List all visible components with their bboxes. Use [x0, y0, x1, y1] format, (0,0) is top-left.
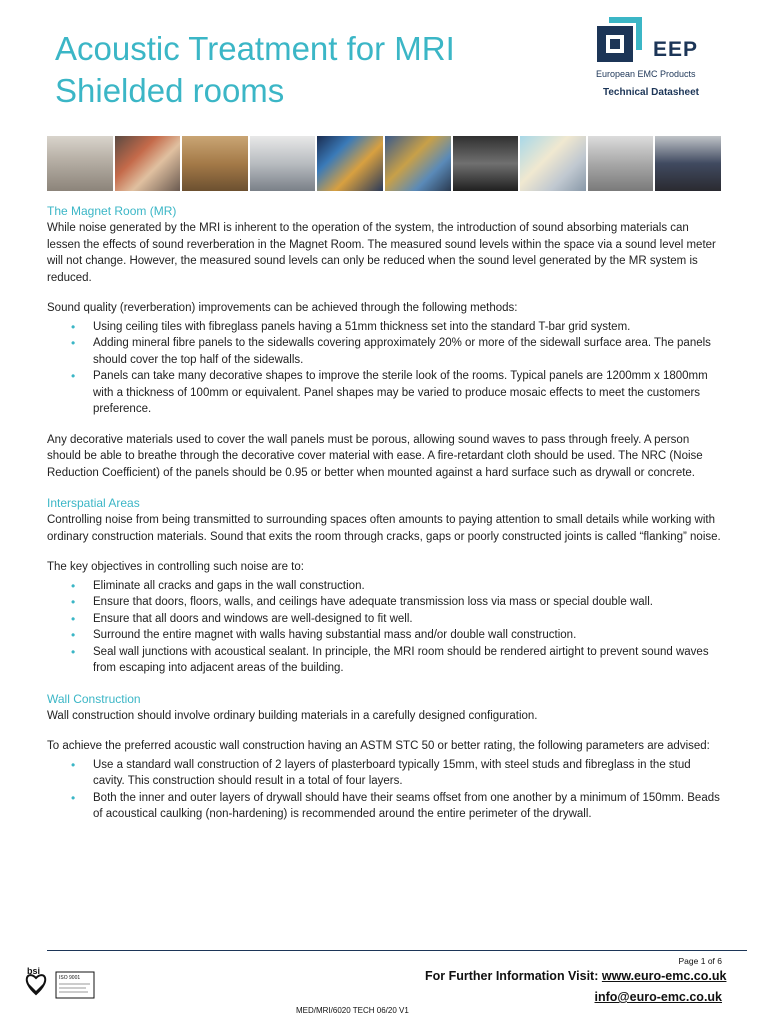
section-heading-wall-construction: Wall Construction	[47, 691, 141, 706]
footer-divider	[47, 950, 747, 951]
list-item: • Surround the entire magnet with walls having substantial mass and/or double wall construction.	[47, 627, 723, 644]
website-link[interactable]: www.euro-emc.co.uk	[601, 969, 727, 983]
list-item: • Ensure that all doors and windows are well-designed to fit well.	[47, 611, 723, 628]
paragraph: Any decorative materials used to cover the wall panels must be porous, allowing sound waves to pass through freely. A person should be able to breathe through the decorative cover material with ease. A fire-retardant cloth should be used. The NRC (Noise Reduction Coefficient) of the panels should be 0.95 or better when mounted against a hard surface such as drywall or concrete.	[47, 433, 703, 479]
logo-text: EEP	[653, 38, 699, 61]
banner-photo-lights	[115, 136, 181, 191]
banner-photo-equipment	[250, 136, 316, 191]
iso-text: ISO 9001	[59, 975, 81, 981]
banner-photo-worker	[655, 136, 721, 191]
bullet-list	[47, 757, 723, 823]
paragraph: While noise generated by the MRI is inherent to the operation of the system, the introduction of sound absorbing materials can lessen the effects of sound reverberation in the Magnet Room. The measured sound levels within the space via a sound level meter will not change. However, the measured sound levels can only be reduced when the sound level generated by the MR system is reduced.	[47, 222, 716, 284]
paragraph: Sound quality (reverberation) improvements can be achieved through the following methods:	[47, 302, 518, 314]
banner-photo-panels	[385, 136, 451, 191]
bsi-certification-logo	[18, 964, 98, 1006]
logo-subtitle: European EMC Products	[596, 69, 696, 79]
list-item: • Ensure that doors, floors, walls, and ceilings have adequate transmission loss via mass or special double wall.	[47, 594, 723, 611]
bsi-text: bsi	[27, 966, 41, 976]
further-info	[425, 969, 726, 983]
paragraph: The key objectives in controlling such noise are to:	[47, 561, 304, 573]
banner-photo-mri-room	[47, 136, 113, 191]
list-item: • Panels can take many decorative shapes to improve the sterile look of the rooms. Typical panels are 1200mm x 1800mm with a thickness of 100mm or equivalent. Panel shapes may be varied to produce mosaic effects to meet the customers preference.	[47, 368, 723, 418]
banner-photo-screens	[317, 136, 383, 191]
paragraph: Controlling noise from being transmitted to surrounding spaces often amounts to paying attention to small details while working with ordinary construction materials. Sound that exits the room through cracks, gaps or poorly constructed joints is called “flanking” noise.	[47, 514, 721, 543]
banner-photo-ceiling	[520, 136, 586, 191]
list-item: • Seal wall junctions with acoustical sealant. In principle, the MRI room should be rendered airtight to prevent sound waves from escaping into adjacent areas of the building.	[47, 644, 723, 677]
photo-banner	[47, 136, 721, 191]
list-item: • Adding mineral fibre panels to the sidewalls covering approximately 20% or more of the sidewall surface area. The panels should cover the top half of the sidewalls.	[47, 335, 723, 368]
banner-photo-cables	[453, 136, 519, 191]
eep-logo-mark-icon	[595, 12, 647, 64]
bullet-list	[47, 578, 723, 677]
bullet-list	[47, 319, 723, 418]
visit-label: For Further Information Visit:	[425, 969, 599, 983]
section-heading-magnet-room: The Magnet Room (MR)	[47, 204, 177, 218]
list-item: • Eliminate all cracks and gaps in the wall construction.	[47, 578, 723, 595]
document-reference: MED/MRI/6020 TECH 06/20 V1	[296, 1006, 409, 1015]
list-item: • Both the inner and outer layers of drywall should have their seams offset from one another by a minimum of 150mm. Beads of acoustical caulking (non-hardening) is recommended around the entire perimeter of the drywall.	[47, 790, 723, 823]
document-type: Technical Datasheet	[603, 87, 699, 98]
company-logo	[595, 12, 715, 72]
section-heading-interspatial: Interspatial Areas	[47, 496, 140, 510]
banner-photo-corridor	[182, 136, 248, 191]
banner-photo-door	[588, 136, 654, 191]
paragraph: Wall construction should involve ordinary building materials in a carefully designed configuration.	[47, 709, 538, 722]
email-link[interactable]: info@euro-emc.co.uk	[594, 990, 722, 1004]
document-title	[55, 28, 575, 112]
document-body	[47, 203, 723, 823]
title-line-1: Acoustic Treatment for MRI	[55, 30, 455, 67]
page-number: Page 1 of 6	[678, 956, 722, 966]
title-line-2: Shielded rooms	[55, 72, 285, 109]
list-item: • Use a standard wall construction of 2 layers of plasterboard typically 15mm, with steel studs and fibreglass in the stud cavity. This construction should result in a total of four layers.	[47, 757, 723, 790]
paragraph: To achieve the preferred acoustic wall construction having an ASTM STC 50 or better rating, the following parameters are advised:	[47, 740, 710, 752]
list-item: • Using ceiling tiles with fibreglass panels having a 51mm thickness set into the standard T-bar grid system.	[47, 319, 723, 336]
